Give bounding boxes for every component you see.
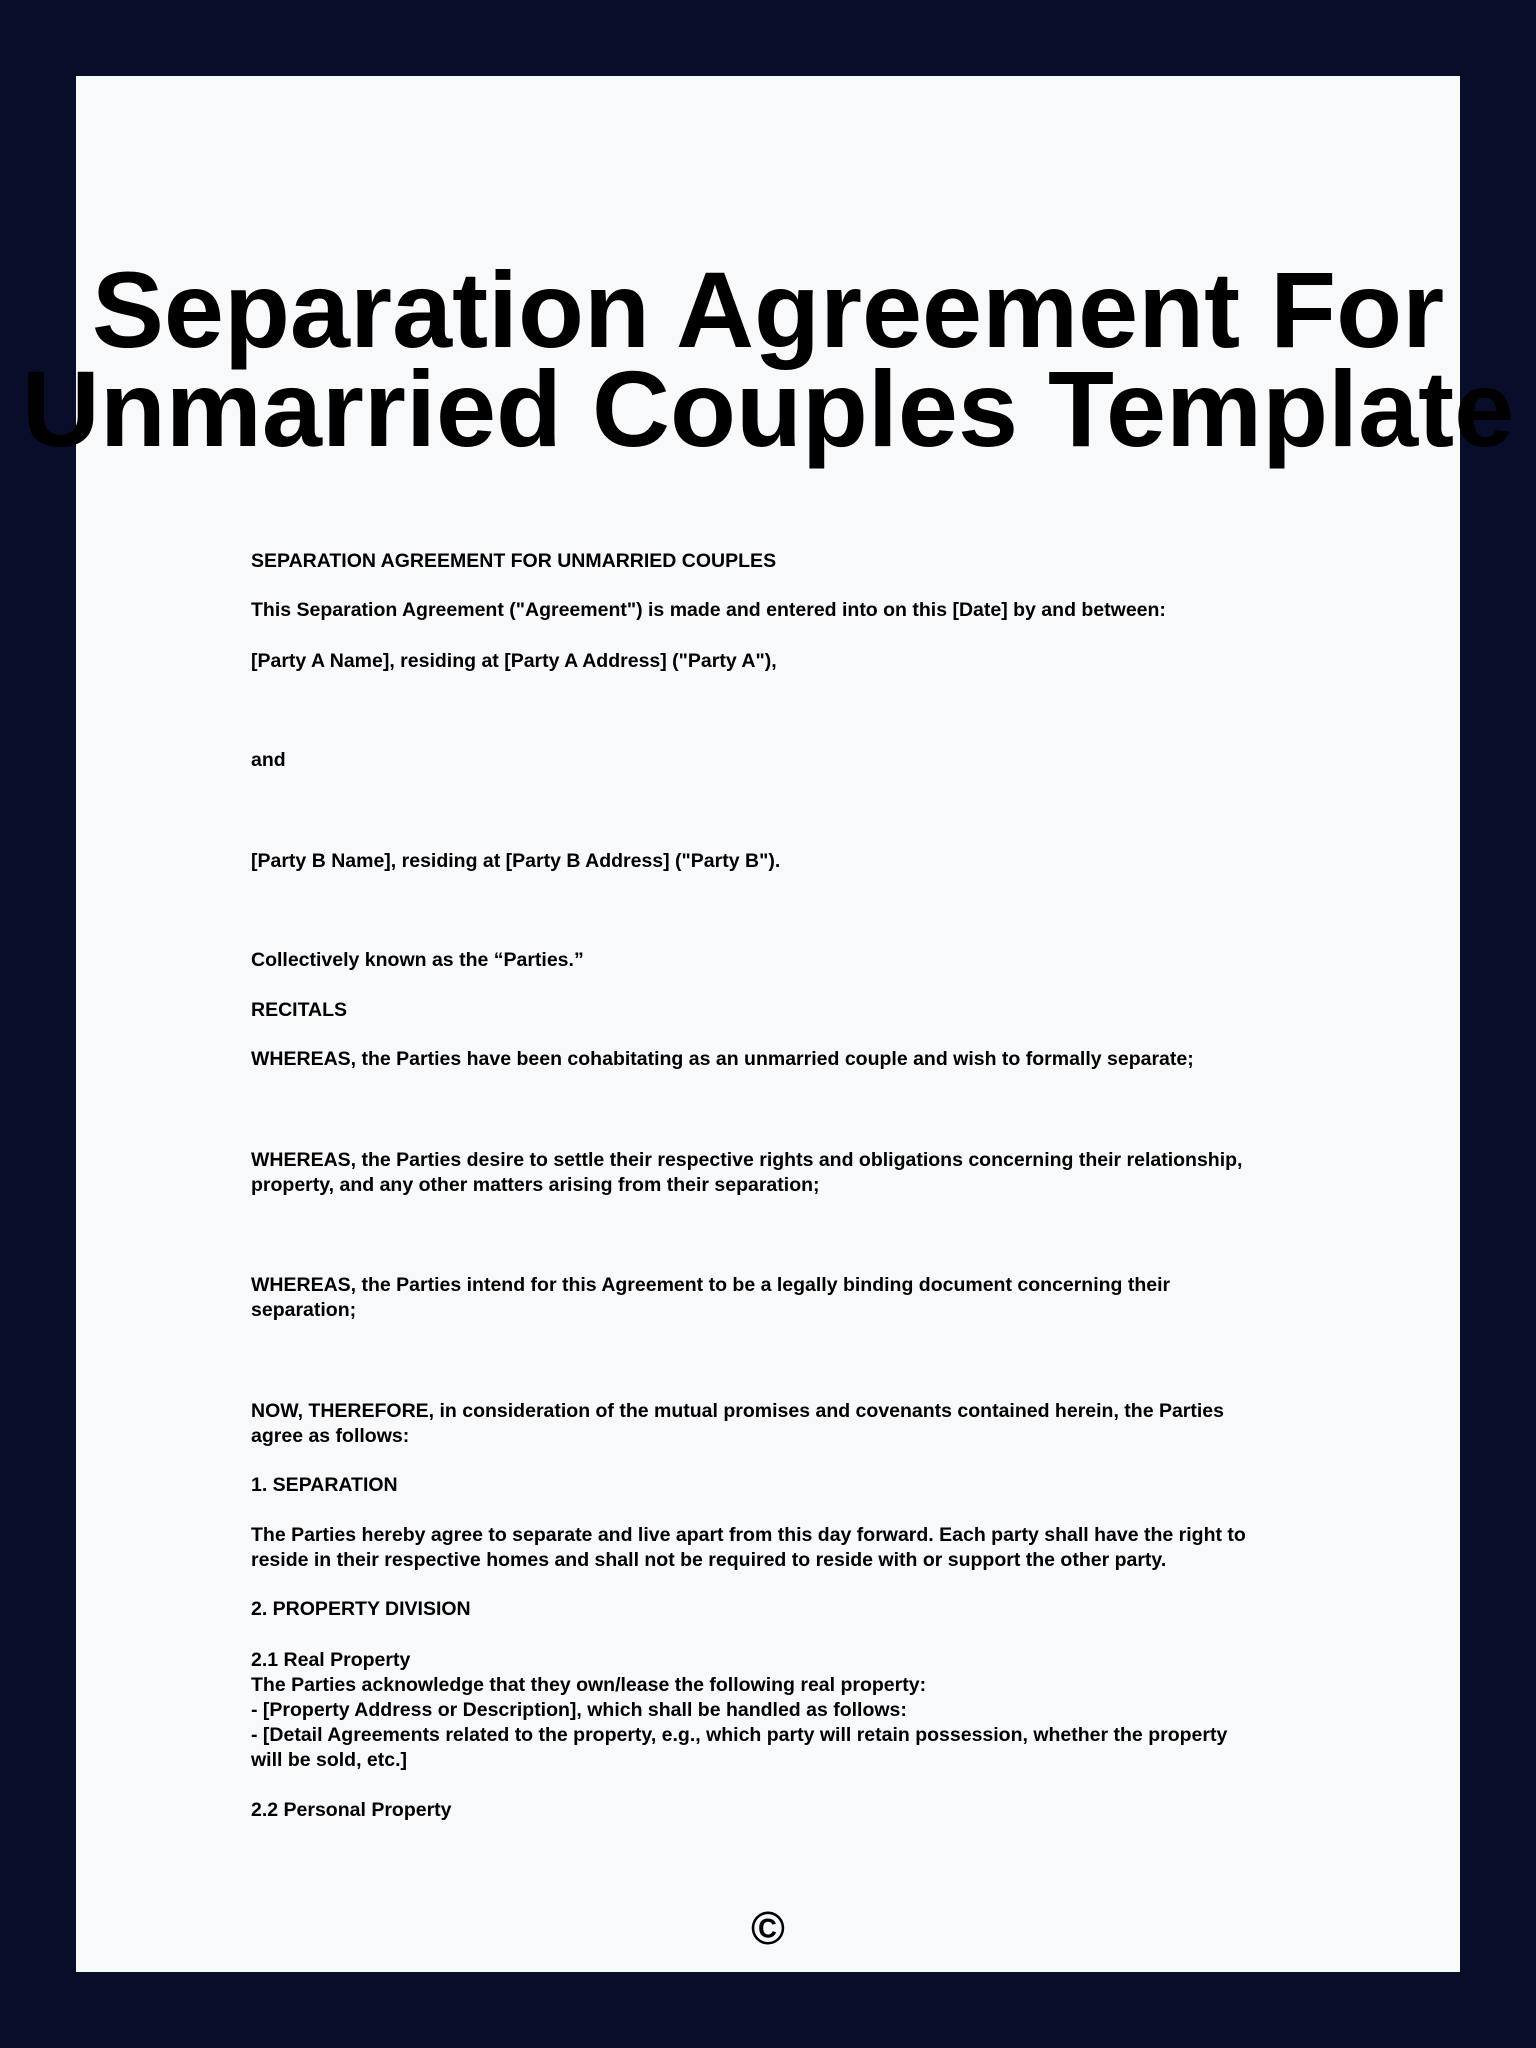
intro-paragraph: This Separation Agreement ("Agreement") is made and entered into on this [Date] by and between:: [251, 599, 1166, 621]
now-therefore: [251, 1399, 1311, 1449]
line: The Parties hereby agree to separate and live apart from this day forward. Each party shall have the right to: [251, 1524, 1246, 1546]
line: WHEREAS, the Parties desire to settle their respective rights and obligations concerning their relationship,: [251, 1149, 1243, 1171]
section-1-heading: 1. SEPARATION: [251, 1474, 398, 1496]
section-2-1: [251, 1648, 1311, 1773]
section-2-heading: 2. PROPERTY DIVISION: [251, 1598, 471, 1620]
line: NOW, THEREFORE, in consideration of the mutual promises and covenants contained herein, the Parties: [251, 1400, 1225, 1422]
party-b-paragraph: [Party B Name], residing at [Party B Address] ("Party B").: [251, 850, 781, 872]
line: will be sold, etc.]: [251, 1749, 408, 1771]
page-title-line-2: Unmarried Couples Template: [21, 348, 1515, 469]
page-title-line-1: Separation Agreement For: [91, 249, 1445, 370]
line: WHEREAS, the Parties intend for this Agreement to be a legally binding document concerning their: [251, 1274, 1171, 1296]
party-a-paragraph: [Party A Name], residing at [Party A Address] ("Party A"),: [251, 650, 777, 672]
line: - [Property Address or Description], which shall be handled as follows:: [251, 1699, 907, 1721]
line: - [Detail Agreements related to the property, e.g., which party will retain possession, whether the property: [251, 1724, 1228, 1746]
line: property, and any other matters arising from their separation;: [251, 1174, 820, 1196]
line: 2.1 Real Property: [251, 1649, 411, 1671]
and-paragraph: and: [251, 749, 286, 771]
document-heading: SEPARATION AGREEMENT FOR UNMARRIED COUPLES: [251, 550, 777, 572]
whereas-1: WHEREAS, the Parties have been cohabitating as an unmarried couple and wish to formally separate;: [251, 1048, 1194, 1070]
line: agree as follows:: [251, 1425, 410, 1447]
recitals-heading: RECITALS: [251, 999, 348, 1021]
section-2-2-heading: 2.2 Personal Property: [251, 1799, 452, 1821]
line: separation;: [251, 1299, 357, 1321]
whereas-3: [251, 1273, 1311, 1323]
line: The Parties acknowledge that they own/lease the following real property:: [251, 1674, 927, 1696]
whereas-2: [251, 1148, 1311, 1198]
collectively-paragraph: Collectively known as the “Parties.”: [251, 949, 584, 971]
line: reside in their respective homes and shall not be required to reside with or support the other party.: [251, 1549, 1167, 1571]
section-1-body: [251, 1523, 1311, 1573]
copyright-icon: ©: [751, 1902, 785, 1954]
